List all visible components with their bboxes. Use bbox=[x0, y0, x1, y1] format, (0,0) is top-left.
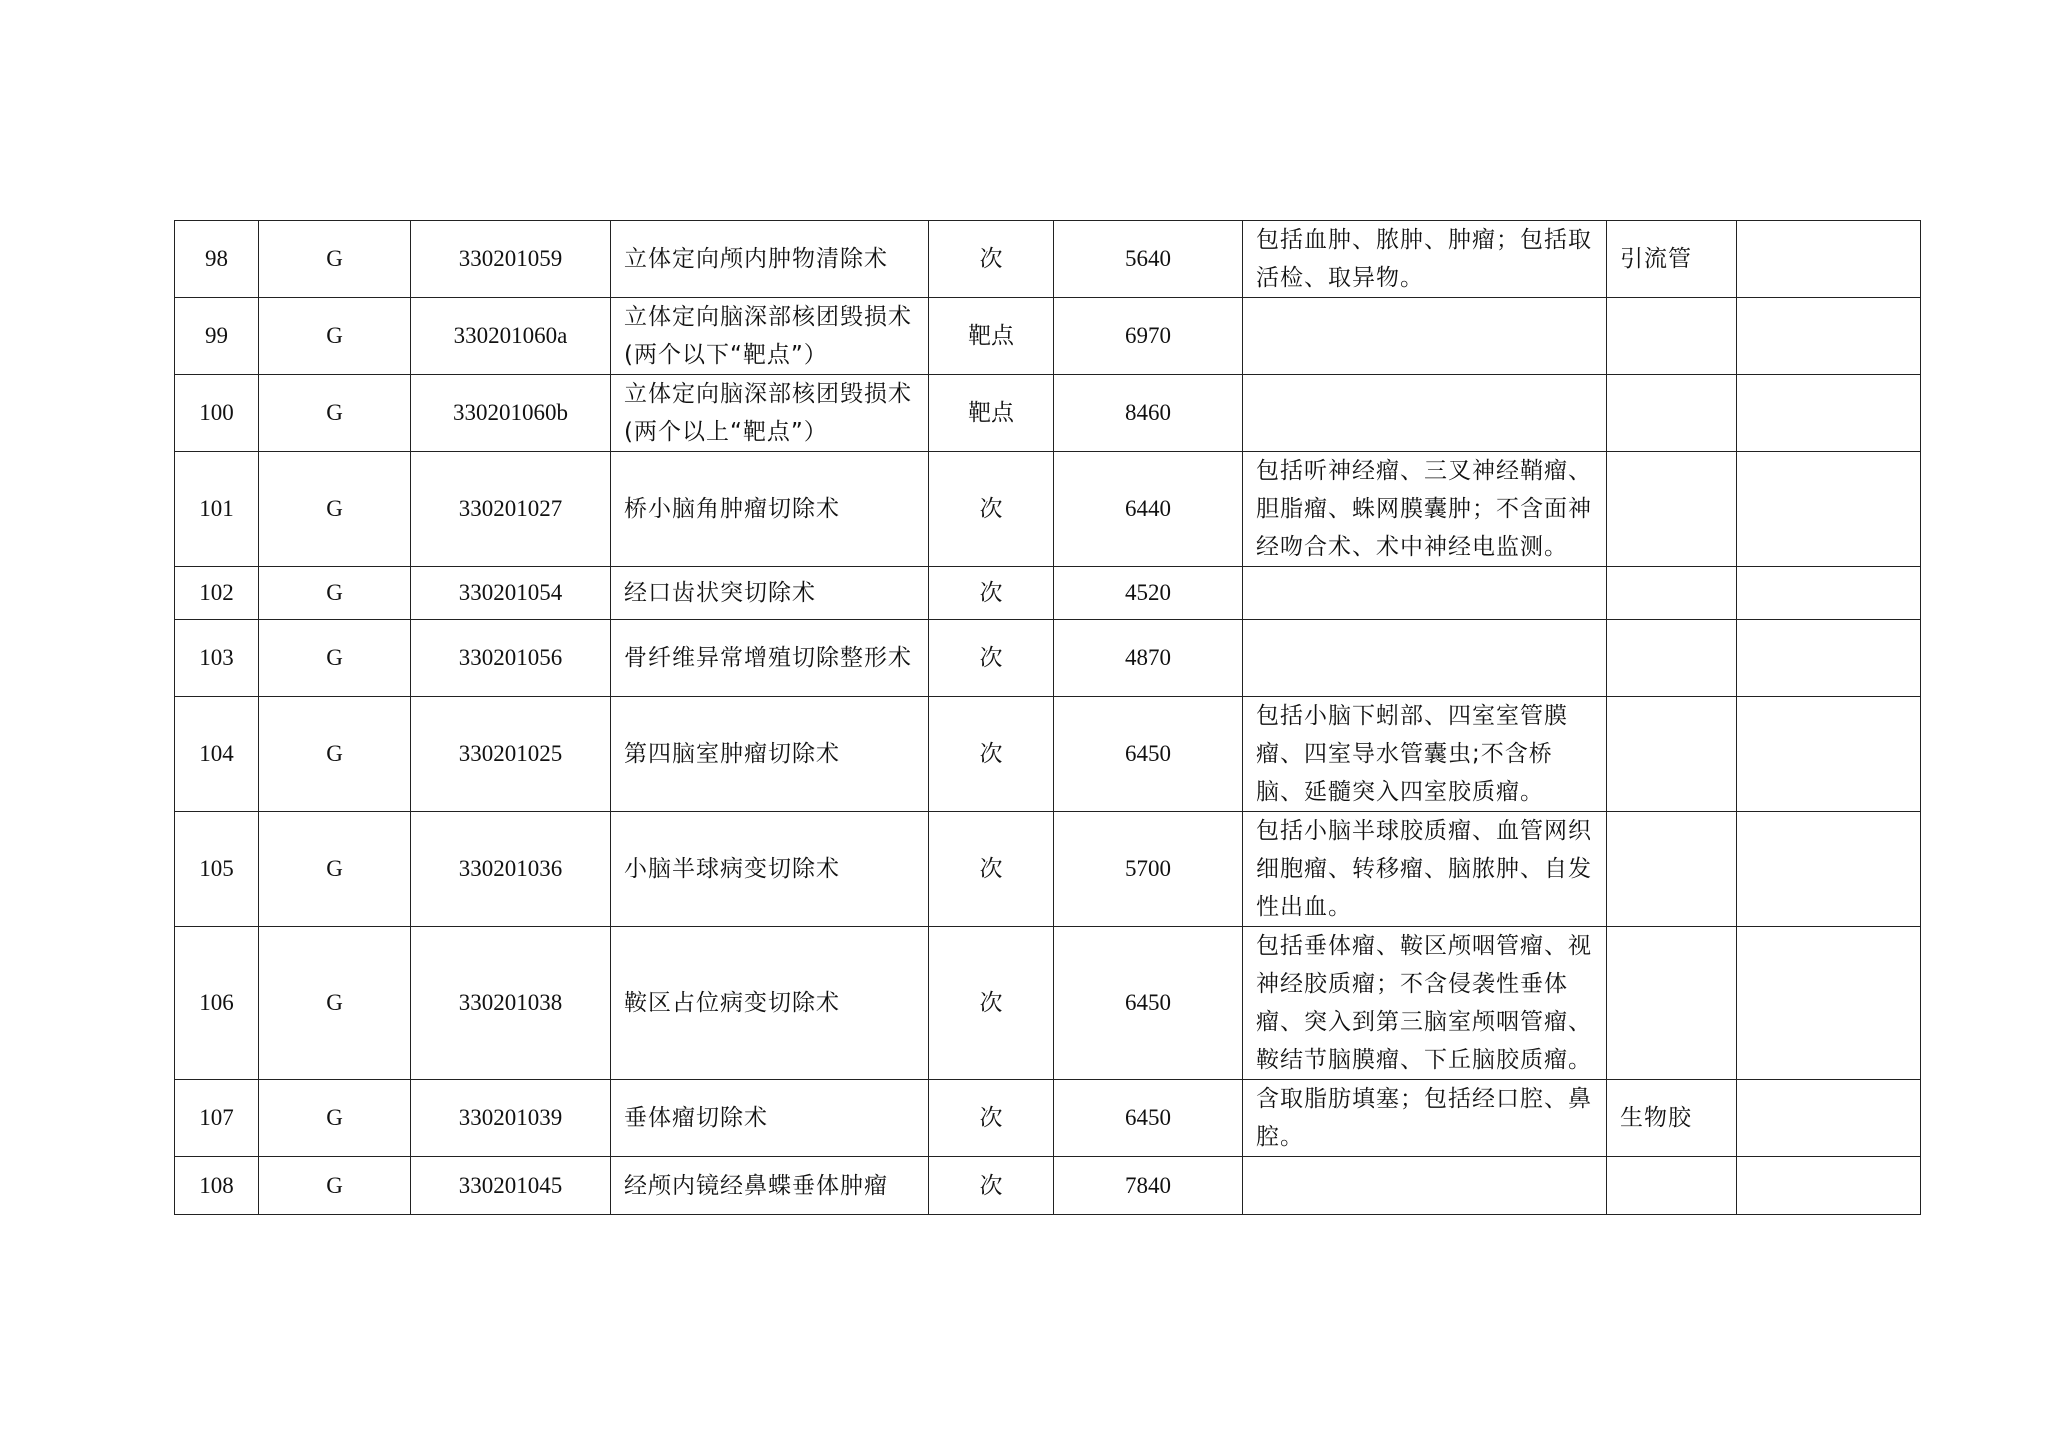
excluded-items-cell bbox=[1607, 298, 1737, 375]
item-name-cell: 立体定向脑深部核团毁损术(两个以下“靶点”） bbox=[611, 298, 929, 375]
code-cell: 330201045 bbox=[411, 1157, 611, 1215]
item-name-cell: 第四脑室肿瘤切除术 bbox=[611, 697, 929, 812]
price-cell: 5700 bbox=[1054, 812, 1243, 927]
unit-cell: 次 bbox=[929, 452, 1054, 567]
category-cell: G bbox=[259, 697, 411, 812]
seq-cell: 101 bbox=[175, 452, 259, 567]
item-name-cell: 立体定向颅内肿物清除术 bbox=[611, 221, 929, 298]
code-cell: 330201059 bbox=[411, 221, 611, 298]
category-cell: G bbox=[259, 620, 411, 697]
unit-cell: 次 bbox=[929, 812, 1054, 927]
remarks-cell bbox=[1737, 221, 1921, 298]
table-row bbox=[175, 1157, 1921, 1215]
table-row bbox=[175, 1080, 1921, 1157]
remarks-cell bbox=[1737, 1080, 1921, 1157]
unit-cell: 次 bbox=[929, 567, 1054, 620]
item-name-cell: 桥小脑角肿瘤切除术 bbox=[611, 452, 929, 567]
item-name-cell: 鞍区占位病变切除术 bbox=[611, 927, 929, 1080]
excluded-items-cell bbox=[1607, 452, 1737, 567]
category-cell: G bbox=[259, 221, 411, 298]
item-name-cell: 立体定向脑深部核团毁损术(两个以上“靶点”） bbox=[611, 375, 929, 452]
remarks-cell bbox=[1737, 452, 1921, 567]
table-row bbox=[175, 221, 1921, 298]
table-row bbox=[175, 697, 1921, 812]
excluded-items-cell: 引流管 bbox=[1607, 221, 1737, 298]
excluded-items-cell bbox=[1607, 1157, 1737, 1215]
content-note-cell: 包括小脑半球胶质瘤、血管网织细胞瘤、转移瘤、脑脓肿、自发性出血。 bbox=[1243, 812, 1607, 927]
seq-cell: 107 bbox=[175, 1080, 259, 1157]
table-row bbox=[175, 375, 1921, 452]
seq-cell: 104 bbox=[175, 697, 259, 812]
category-cell: G bbox=[259, 375, 411, 452]
item-name-cell: 骨纤维异常增殖切除整形术 bbox=[611, 620, 929, 697]
remarks-cell bbox=[1737, 298, 1921, 375]
category-cell: G bbox=[259, 452, 411, 567]
content-note-cell: 包括听神经瘤、三叉神经鞘瘤、胆脂瘤、蛛网膜囊肿；不含面神经吻合术、术中神经电监测。 bbox=[1243, 452, 1607, 567]
excluded-items-cell bbox=[1607, 812, 1737, 927]
content-note-cell bbox=[1243, 298, 1607, 375]
seq-cell: 106 bbox=[175, 927, 259, 1080]
remarks-cell bbox=[1737, 1157, 1921, 1215]
excluded-items-cell bbox=[1607, 567, 1737, 620]
content-note-cell: 包括小脑下蚓部、四室室管膜瘤、四室导水管囊虫;不含桥脑、延髓突入四室胶质瘤。 bbox=[1243, 697, 1607, 812]
price-cell: 4870 bbox=[1054, 620, 1243, 697]
code-cell: 330201027 bbox=[411, 452, 611, 567]
code-cell: 330201060b bbox=[411, 375, 611, 452]
item-name-cell: 经口齿状突切除术 bbox=[611, 567, 929, 620]
code-cell: 330201060a bbox=[411, 298, 611, 375]
table-body bbox=[175, 221, 1921, 1215]
item-name-cell: 经颅内镜经鼻蝶垂体肿瘤 bbox=[611, 1157, 929, 1215]
content-note-cell bbox=[1243, 1157, 1607, 1215]
remarks-cell bbox=[1737, 927, 1921, 1080]
price-cell: 6450 bbox=[1054, 927, 1243, 1080]
item-name-cell: 垂体瘤切除术 bbox=[611, 1080, 929, 1157]
seq-cell: 103 bbox=[175, 620, 259, 697]
unit-cell: 次 bbox=[929, 1157, 1054, 1215]
code-cell: 330201056 bbox=[411, 620, 611, 697]
category-cell: G bbox=[259, 1080, 411, 1157]
seq-cell: 108 bbox=[175, 1157, 259, 1215]
excluded-items-cell bbox=[1607, 697, 1737, 812]
remarks-cell bbox=[1737, 567, 1921, 620]
content-note-cell: 含取脂肪填塞；包括经口腔、鼻腔。 bbox=[1243, 1080, 1607, 1157]
item-name-cell: 小脑半球病变切除术 bbox=[611, 812, 929, 927]
seq-cell: 98 bbox=[175, 221, 259, 298]
price-cell: 7840 bbox=[1054, 1157, 1243, 1215]
excluded-items-cell bbox=[1607, 620, 1737, 697]
price-cell: 6440 bbox=[1054, 452, 1243, 567]
code-cell: 330201054 bbox=[411, 567, 611, 620]
unit-cell: 靶点 bbox=[929, 298, 1054, 375]
content-note-cell bbox=[1243, 567, 1607, 620]
remarks-cell bbox=[1737, 697, 1921, 812]
content-note-cell: 包括垂体瘤、鞍区颅咽管瘤、视神经胶质瘤；不含侵袭性垂体瘤、突入到第三脑室颅咽管瘤、鞍结节脑膜瘤、下丘脑胶质瘤。 bbox=[1243, 927, 1607, 1080]
category-cell: G bbox=[259, 567, 411, 620]
price-cell: 5640 bbox=[1054, 221, 1243, 298]
content-note-cell bbox=[1243, 375, 1607, 452]
category-cell: G bbox=[259, 927, 411, 1080]
price-table bbox=[174, 220, 1921, 1215]
remarks-cell bbox=[1737, 620, 1921, 697]
table-row bbox=[175, 812, 1921, 927]
code-cell: 330201025 bbox=[411, 697, 611, 812]
seq-cell: 105 bbox=[175, 812, 259, 927]
table-row bbox=[175, 298, 1921, 375]
unit-cell: 次 bbox=[929, 221, 1054, 298]
category-cell: G bbox=[259, 1157, 411, 1215]
unit-cell: 次 bbox=[929, 1080, 1054, 1157]
excluded-items-cell: 生物胶 bbox=[1607, 1080, 1737, 1157]
seq-cell: 100 bbox=[175, 375, 259, 452]
table-row bbox=[175, 567, 1921, 620]
excluded-items-cell bbox=[1607, 927, 1737, 1080]
price-cell: 8460 bbox=[1054, 375, 1243, 452]
unit-cell: 次 bbox=[929, 927, 1054, 1080]
remarks-cell bbox=[1737, 375, 1921, 452]
price-cell: 6450 bbox=[1054, 697, 1243, 812]
price-cell: 4520 bbox=[1054, 567, 1243, 620]
unit-cell: 次 bbox=[929, 620, 1054, 697]
code-cell: 330201039 bbox=[411, 1080, 611, 1157]
seq-cell: 99 bbox=[175, 298, 259, 375]
price-cell: 6450 bbox=[1054, 1080, 1243, 1157]
code-cell: 330201036 bbox=[411, 812, 611, 927]
table-row bbox=[175, 452, 1921, 567]
category-cell: G bbox=[259, 812, 411, 927]
seq-cell: 102 bbox=[175, 567, 259, 620]
remarks-cell bbox=[1737, 812, 1921, 927]
table-row bbox=[175, 620, 1921, 697]
content-note-cell bbox=[1243, 620, 1607, 697]
category-cell: G bbox=[259, 298, 411, 375]
excluded-items-cell bbox=[1607, 375, 1737, 452]
unit-cell: 靶点 bbox=[929, 375, 1054, 452]
table-row bbox=[175, 927, 1921, 1080]
content-note-cell: 包括血肿、脓肿、肿瘤；包括取活检、取异物。 bbox=[1243, 221, 1607, 298]
unit-cell: 次 bbox=[929, 697, 1054, 812]
price-cell: 6970 bbox=[1054, 298, 1243, 375]
code-cell: 330201038 bbox=[411, 927, 611, 1080]
